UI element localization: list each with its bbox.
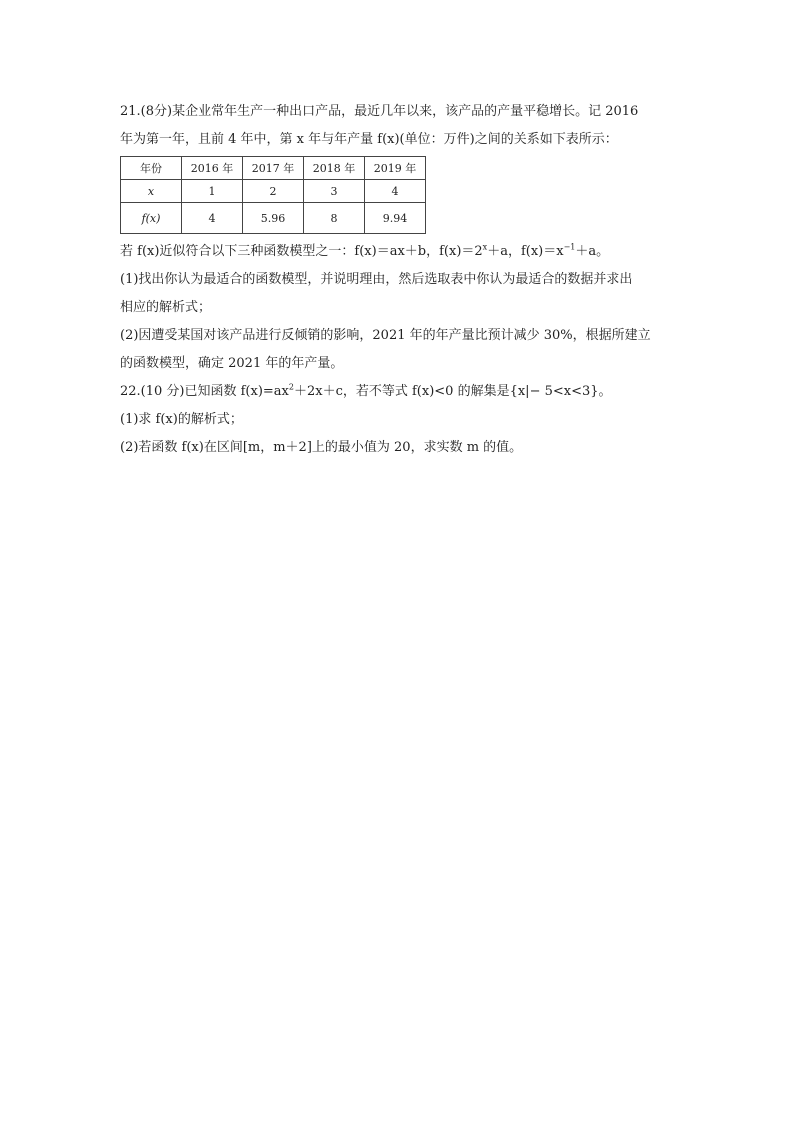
document-body	[120, 98, 680, 462]
q22-exponent-2: 2	[288, 382, 294, 392]
models-suffix: ＋a。	[575, 244, 610, 259]
table-cell: 2019 年	[365, 157, 426, 180]
models-exponent-neg1: −1	[563, 242, 576, 252]
q21-part1-line1: (1)找出你认为最适合的函数模型，并说明理由，然后选取表中你认为最适合的数据并求出	[120, 272, 633, 287]
q22-stem-suffix: ＋2x＋c，若不等式 f(x)<0 的解集是{x|− 5<x<3}。	[293, 384, 612, 399]
q22-stem	[120, 378, 680, 406]
table-cell: 4	[365, 180, 426, 203]
q22-stem-prefix: 22.(10 分)已知函数 f(x)=ax	[120, 384, 289, 399]
table-row-header	[121, 157, 426, 180]
table-cell: 2017 年	[243, 157, 304, 180]
models-prefix: 若 f(x)近似符合以下三种函数模型之一：f(x)＝ax＋b，f(x)＝2	[120, 244, 483, 259]
table-cell: 年份	[121, 157, 182, 180]
table-cell: 1	[182, 180, 243, 203]
table-cell: f(x)	[121, 203, 182, 234]
table-row-x	[121, 180, 426, 203]
q22-part2: (2)若函数 f(x)在区间[m，m＋2]上的最小值为 20，求实数 m 的值。	[120, 440, 523, 455]
table-cell: 4	[182, 203, 243, 234]
models-exponent-x: x	[482, 242, 488, 252]
table-cell: 2016 年	[182, 157, 243, 180]
table-cell: x	[121, 180, 182, 203]
q21-part2-line2: 的函数模型，确定 2021 年的年产量。	[120, 356, 344, 371]
table-cell: 5.96	[243, 203, 304, 234]
q21-models-line	[120, 238, 680, 266]
q21-stem-line2: 年为第一年，且前 4 年中，第 x 年与年产量 f(x)(单位：万件)之间的关系如下表所示：	[120, 132, 618, 147]
table-cell: 8	[304, 203, 365, 234]
q21-part1-line2: 相应的解析式；	[120, 300, 212, 315]
table-cell: 9.94	[365, 203, 426, 234]
q21-data-table	[120, 156, 426, 234]
q21-part2-line1: (2)因遭受某国对该产品进行反倾销的影响，2021 年的年产量比预计减少 30%，根据所建立	[120, 328, 651, 343]
table-cell: 2018 年	[304, 157, 365, 180]
table-row-fx	[121, 203, 426, 234]
table-cell: 2	[243, 180, 304, 203]
q22-part1: (1)求 f(x)的解析式；	[120, 412, 243, 427]
table-cell: 3	[304, 180, 365, 203]
models-mid: ＋a，f(x)＝x	[487, 244, 564, 259]
q21-stem-line1: 21.(8分)某企业常年生产一种出口产品，最近几年以来，该产品的产量平稳增长。记 2016	[120, 104, 639, 119]
